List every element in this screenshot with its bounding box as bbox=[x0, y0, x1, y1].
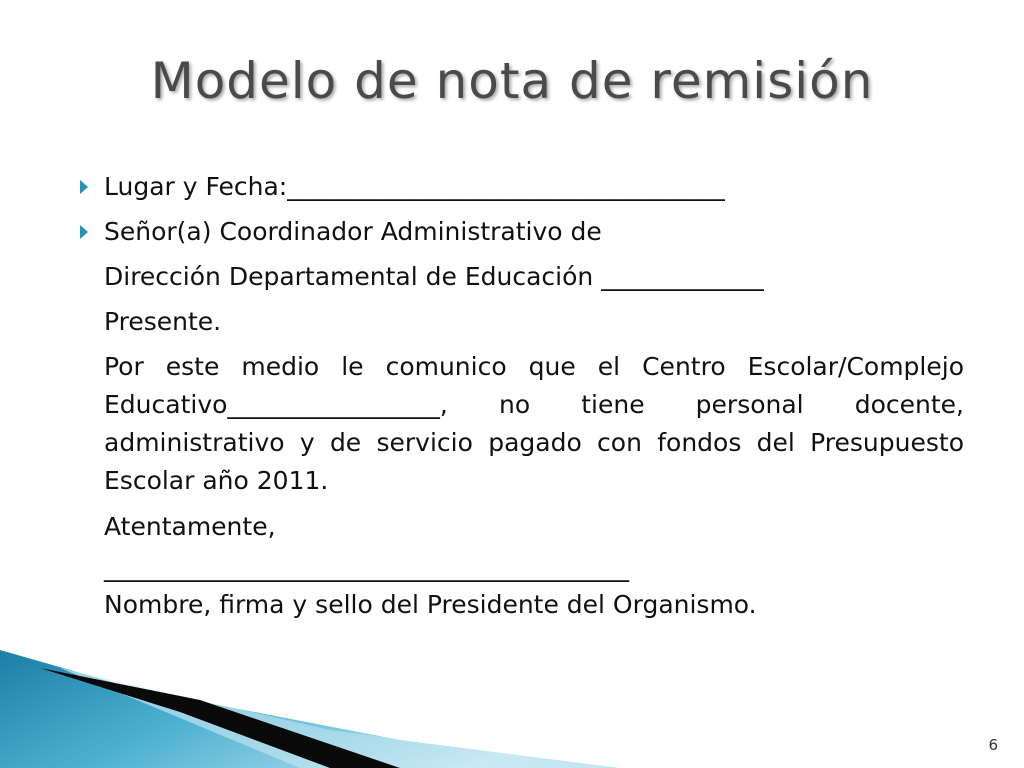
signature-blank: __________________________________________ bbox=[104, 553, 629, 582]
slide-body bbox=[76, 168, 964, 623]
page-number: 6 bbox=[988, 736, 998, 754]
body-paragraph bbox=[76, 348, 964, 500]
paragraph-text-start: Por este medio le comunico que el Centro Escolar/Complejo Educativo bbox=[104, 352, 964, 419]
closing-text: Atentamente, bbox=[104, 512, 276, 541]
bullet-arrow-icon bbox=[80, 180, 88, 194]
direccion-line bbox=[76, 258, 964, 295]
bullet-arrow-icon bbox=[80, 225, 88, 239]
direccion-text: Dirección Departamental de Educación _____________ bbox=[104, 262, 764, 291]
presente-line bbox=[76, 303, 964, 340]
closing-line bbox=[76, 508, 964, 545]
signature-caption-line bbox=[76, 586, 964, 623]
senor-text: Señor(a) Coordinador Administrativo de bbox=[104, 217, 602, 246]
presente-text: Presente. bbox=[104, 307, 222, 336]
signature-caption: Nombre, firma y sello del Presidente del Organismo. bbox=[104, 590, 757, 619]
signature-line bbox=[76, 549, 964, 586]
paragraph-text-end: , no tiene personal docente, administrativo y de servicio pagado con fondos del Presupuesto Escolar año 2011. bbox=[104, 390, 964, 495]
lugar-fecha-text: Lugar y Fecha:___________________________________ bbox=[104, 172, 725, 201]
list-item-lugar-fecha bbox=[76, 168, 964, 205]
slide-title: Modelo de nota de remisión bbox=[150, 52, 874, 110]
paragraph-blank: _________________ bbox=[227, 390, 440, 419]
list-item-senor bbox=[76, 213, 964, 250]
